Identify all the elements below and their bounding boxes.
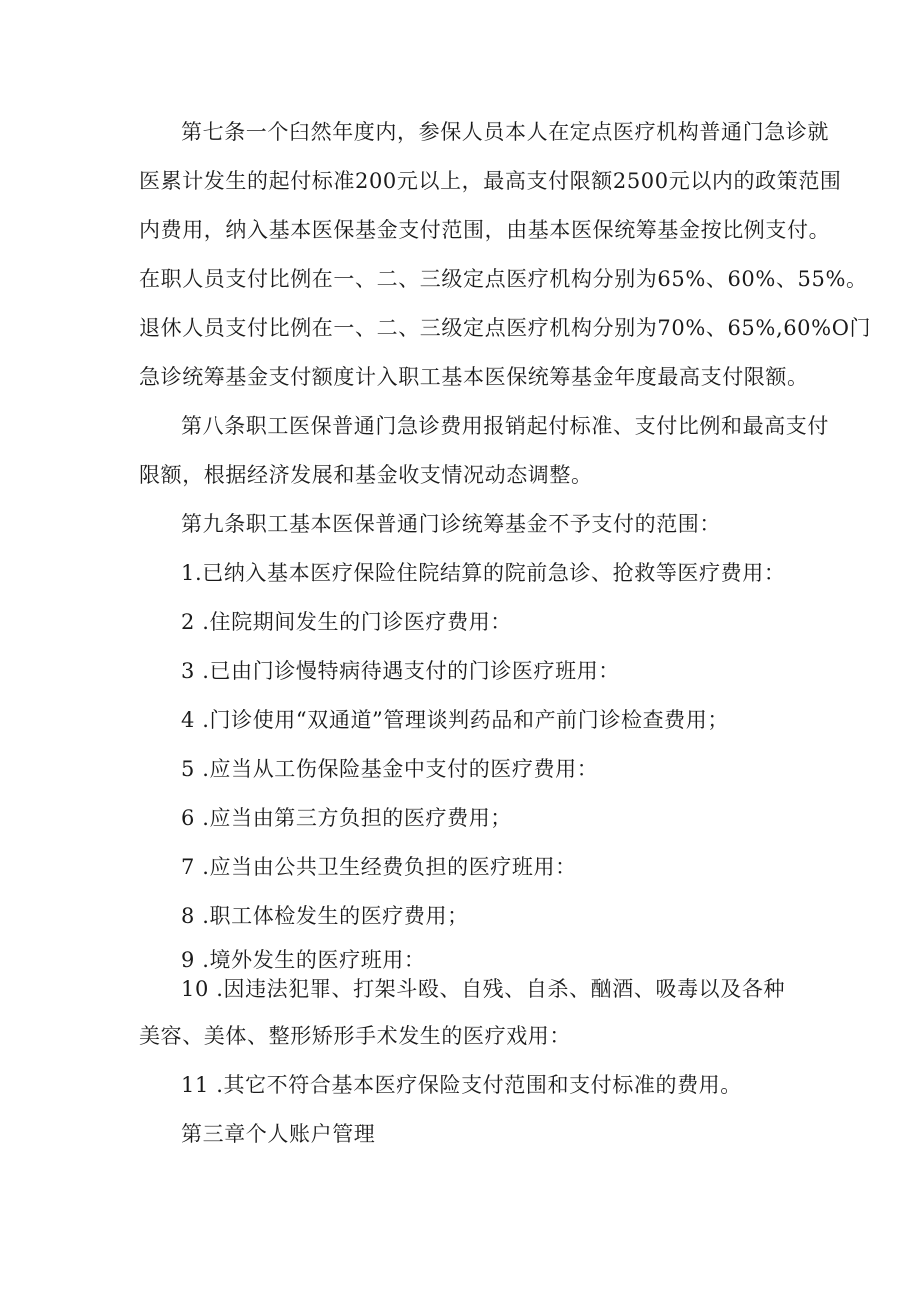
list-item-4: 4 .门诊使用“双通道”管理谈判药品和产前门诊检查费用； xyxy=(181,708,729,732)
list-item-9: 9 .境外发生的医疗班用： xyxy=(181,948,426,972)
article9-heading: 第九条职工基本医保普通门诊统筹基金不予支付的范围： xyxy=(181,512,721,536)
article7-line-5: 退休人员支付比例在一、二、三级定点医疗机构分别为70%、65%,60%O门 xyxy=(139,316,872,340)
list-item-2: 2 .住院期间发生的门诊医疗费用： xyxy=(181,610,512,634)
list-item-10-line-1: 10 .因违法犯罪、打架斗殴、自残、自杀、酗酒、吸毒以及各种 xyxy=(181,977,786,1001)
article7-line-1: 第七条一个臼然年度内，参保人员本人在定点医疗机构普通门急诊就 xyxy=(181,120,829,144)
list-item-11: 11 .其它不符合基本医疗保险支付范围和支付标准的费用。 xyxy=(181,1073,742,1097)
article8-line-2: 限额，根据经济发展和基金收支情况动态调整。 xyxy=(139,463,593,487)
list-item-8: 8 .职工体检发生的医疗费用； xyxy=(181,904,469,928)
article7-line-6: 急诊统筹基金支付额度计入职工基本医保统筹基金年度最高支付限额。 xyxy=(139,365,809,389)
list-item-3: 3 .已由门诊慢特病待遇支付的门诊医疗班用： xyxy=(181,659,620,683)
list-item-1: 1.已纳入基本医疗保险住院结算的院前急诊、抢救等医疗费用： xyxy=(181,561,786,585)
list-item-10-line-2: 美容、美体、整形矫形手术发生的医疗戏用： xyxy=(139,1024,571,1048)
article8-line-1: 第八条职工医保普通门急诊费用报销起付标准、支付比例和最高支付 xyxy=(181,414,829,438)
list-item-5: 5 .应当从工伤保险基金中支付的医疗费用： xyxy=(181,757,599,781)
list-item-6: 6 .应当由第三方负担的医疗费用； xyxy=(181,806,512,830)
article7-line-2: 医累计发生的起付标准200元以上，最高支付限额2500元以内的政策范围 xyxy=(139,169,842,193)
article7-line-3: 内费用，纳入基本医保基金支付范围，由基本医保统筹基金按比例支付。 xyxy=(139,218,831,242)
chapter-3-heading: 第三章个人账户管理 xyxy=(181,1122,376,1146)
list-item-7: 7 .应当由公共卫生经费负担的医疗班用： xyxy=(181,855,577,879)
article7-line-4: 在职人员支付比例在一、二、三级定点医疗机构分别为65%、60%、55%。 xyxy=(139,267,868,291)
